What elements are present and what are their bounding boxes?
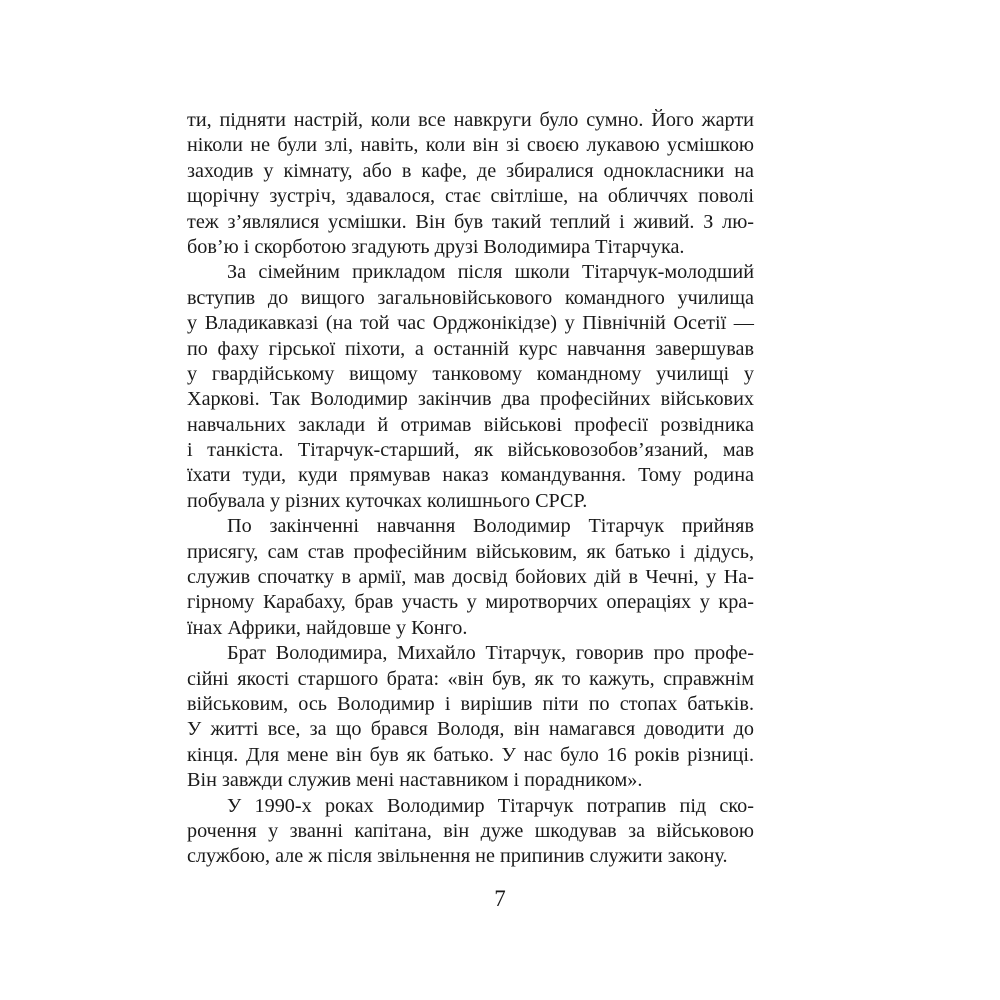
- text-line: заходив у кімнату, або в кафе, де збиралися однокласники на: [187, 159, 754, 182]
- text-line: і танкіста. Тітарчук-старший, як військовозобов’язаний, мав: [187, 439, 754, 462]
- text-line: гірному Карабаху, брав участь у миротворчих операціях у кра-: [187, 591, 754, 614]
- text-line: навчальних заклади й отримав військові професії розвідника: [187, 413, 754, 436]
- text-line: у Владикавказі (на той час Орджонікідзе) у Північній Осетії —: [187, 312, 754, 335]
- paragraph: [187, 794, 754, 870]
- text-line: ніколи не були злі, навіть, коли він зі своєю лукавою усмішкою: [187, 134, 754, 157]
- text-line: У житті все, за що брався Володя, він намагався доводити до: [187, 718, 754, 741]
- paragraph: [187, 641, 754, 793]
- text-line: сійні якості старшого брата: «він був, як то кажуть, справжнім: [187, 667, 754, 690]
- page-number: 7: [494, 886, 506, 911]
- paragraph: [187, 108, 754, 260]
- text-line: службою, але ж після звільнення не припинив служити закону.: [187, 845, 728, 868]
- text-line: по фаху гірської піхоти, а останній курс навчання завершував: [187, 337, 754, 360]
- text-line: військовим, ось Володимир і вирішив піти по стопах батьків.: [187, 692, 754, 715]
- text-line: бов’ю і скорботою згадують друзі Володимира Тітарчука.: [187, 235, 685, 258]
- text-line: У 1990-х роках Володимир Тітарчук потрапив під ско-: [227, 794, 754, 817]
- text-line: ти, підняти настрій, коли все навкруги було сумно. Його жарти: [187, 109, 754, 131]
- text-line: присягу, сам став професійним військовим, як батько і дідусь,: [187, 540, 754, 563]
- text-line: кінця. Для мене він був як батько. У нас було 16 років різниці.: [187, 743, 754, 766]
- text-line: у гвардійському вищому танковому командному училищі у: [187, 362, 754, 385]
- text-line: рочення у званні капітана, він дуже шкодував за військовою: [187, 819, 754, 842]
- body-text: [187, 108, 754, 870]
- text-line: Брат Володимира, Михайло Тітарчук, говорив про профе-: [227, 642, 754, 665]
- text-line: побувала у різних куточках колишнього СРСР.: [187, 489, 588, 512]
- text-line: По закінченні навчання Володимир Тітарчук прийняв: [227, 515, 754, 538]
- text-line: служив спочатку в армії, мав досвід бойових дій в Чечні, у На-: [187, 566, 754, 589]
- text-line: вступив до вищого загальновійськового командного училища: [187, 286, 754, 309]
- text-line: їнах Африки, найдовше у Конго.: [187, 616, 468, 639]
- text-line: Харкові. Так Володимир закінчив два професійних військових: [187, 388, 754, 411]
- text-line: За сімейним прикладом після школи Тітарчук-молодший: [227, 261, 754, 284]
- paragraph: [187, 514, 754, 641]
- paragraph: [187, 260, 754, 514]
- text-line: Він завжди служив мені наставником і порадником».: [187, 769, 643, 792]
- text-line: щорічну зустріч, здавалося, стає світліше, на обличчях поволі: [187, 185, 754, 208]
- text-line: теж з’являлися усмішки. Він був такий теплий і живий. З лю-: [187, 210, 754, 233]
- text-line: їхати туди, куди прямував наказ командування. Тому родина: [187, 464, 754, 487]
